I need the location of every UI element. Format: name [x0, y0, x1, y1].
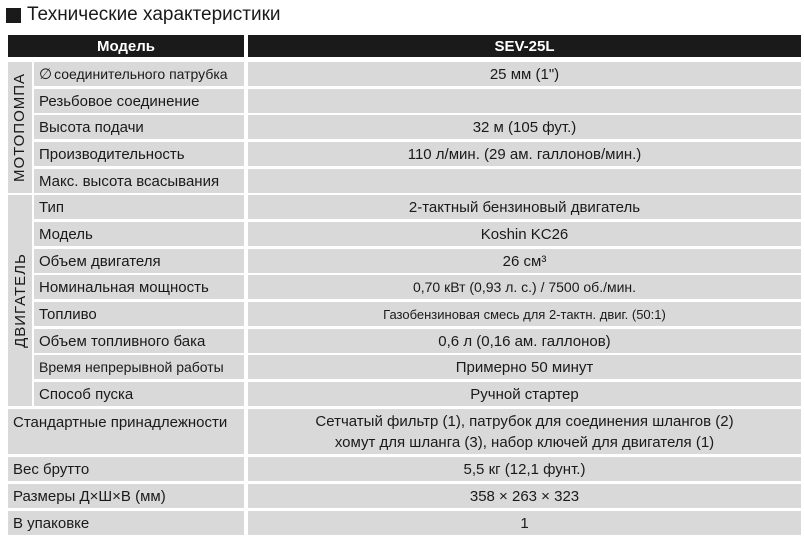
- spec-value-tank: 0,6 л (0,16 ам. галлонов): [248, 329, 801, 353]
- spec-value-weight: 5,5 кг (12,1 фунт.): [248, 457, 801, 481]
- spec-value-pipe: 25 мм (1"): [248, 62, 801, 86]
- spec-label-head: Высота подачи: [34, 115, 244, 139]
- spec-value-head: 32 м (105 фут.): [248, 115, 801, 139]
- spec-label-fuel: Топливо: [34, 302, 244, 326]
- spec-value-accessories: [248, 409, 801, 454]
- spec-value-dimensions: 358 × 263 × 323: [248, 484, 801, 508]
- spec-value-suction: [248, 169, 801, 193]
- spec-label-accessories: Стандартные принадлежности: [8, 409, 244, 454]
- spec-label-package: В упаковке: [8, 511, 244, 535]
- diameter-icon: ∅: [39, 66, 53, 83]
- spec-value-runtime: Примерно 50 минут: [248, 355, 801, 379]
- spec-label-capacity: Производительность: [34, 142, 244, 166]
- spec-value-thread: [248, 89, 801, 113]
- spec-label-power: Номинальная мощность: [34, 275, 244, 299]
- spec-label-dimensions: Размеры Д×Ш×В (мм): [8, 484, 244, 508]
- spec-label-thread: Резьбовое соединение: [34, 89, 244, 113]
- spec-value-displacement: 26 см³: [248, 249, 801, 273]
- title-text: Технические характеристики: [27, 4, 281, 25]
- spec-value-power: 0,70 кВт (0,93 л. с.) / 7500 об./мин.: [248, 275, 801, 299]
- spec-value-start: Ручной стартер: [248, 382, 801, 406]
- spec-value-engine-model: Koshin KC26: [248, 222, 801, 246]
- engine-group-label: ДВИГАТЕЛЬ: [11, 253, 29, 348]
- spec-value-package: 1: [248, 511, 801, 535]
- pump-group-label: МОТОПОМПА: [11, 72, 29, 183]
- spec-label-pipe: ∅ соединительного патрубка: [34, 62, 244, 86]
- spec-label-tank: Объем топливного бака: [34, 329, 244, 353]
- spec-label-runtime: Время непрерывной работы: [34, 355, 244, 379]
- spec-value-type: 2-тактный бензиновый двигатель: [248, 195, 801, 219]
- accessories-line-1: Сетчатый фильтр (1), патрубок для соединения шлангов (2): [315, 412, 734, 430]
- accessories-line-2: хомут для шланга (3), набор ключей для двигателя (1): [334, 433, 715, 451]
- spec-value-fuel: Газобензиновая смесь для 2-тактн. двиг. (50:1): [248, 302, 801, 326]
- bullet-square-icon: [6, 8, 21, 23]
- spec-label-weight: Вес брутто: [8, 457, 244, 481]
- spec-label-engine-model: Модель: [34, 222, 244, 246]
- spec-label-suction: Макс. высота всасывания: [34, 169, 244, 193]
- page-title: [6, 3, 281, 27]
- header-model-label: Модель: [8, 35, 244, 57]
- spec-value-capacity: 110 л/мин. (29 ам. галлонов/мин.): [248, 142, 801, 166]
- header-model-value: SEV-25L: [248, 35, 801, 57]
- spec-label-start: Способ пуска: [34, 382, 244, 406]
- spec-label-type: Тип: [34, 195, 244, 219]
- spec-label-displacement: Объем двигателя: [34, 249, 244, 273]
